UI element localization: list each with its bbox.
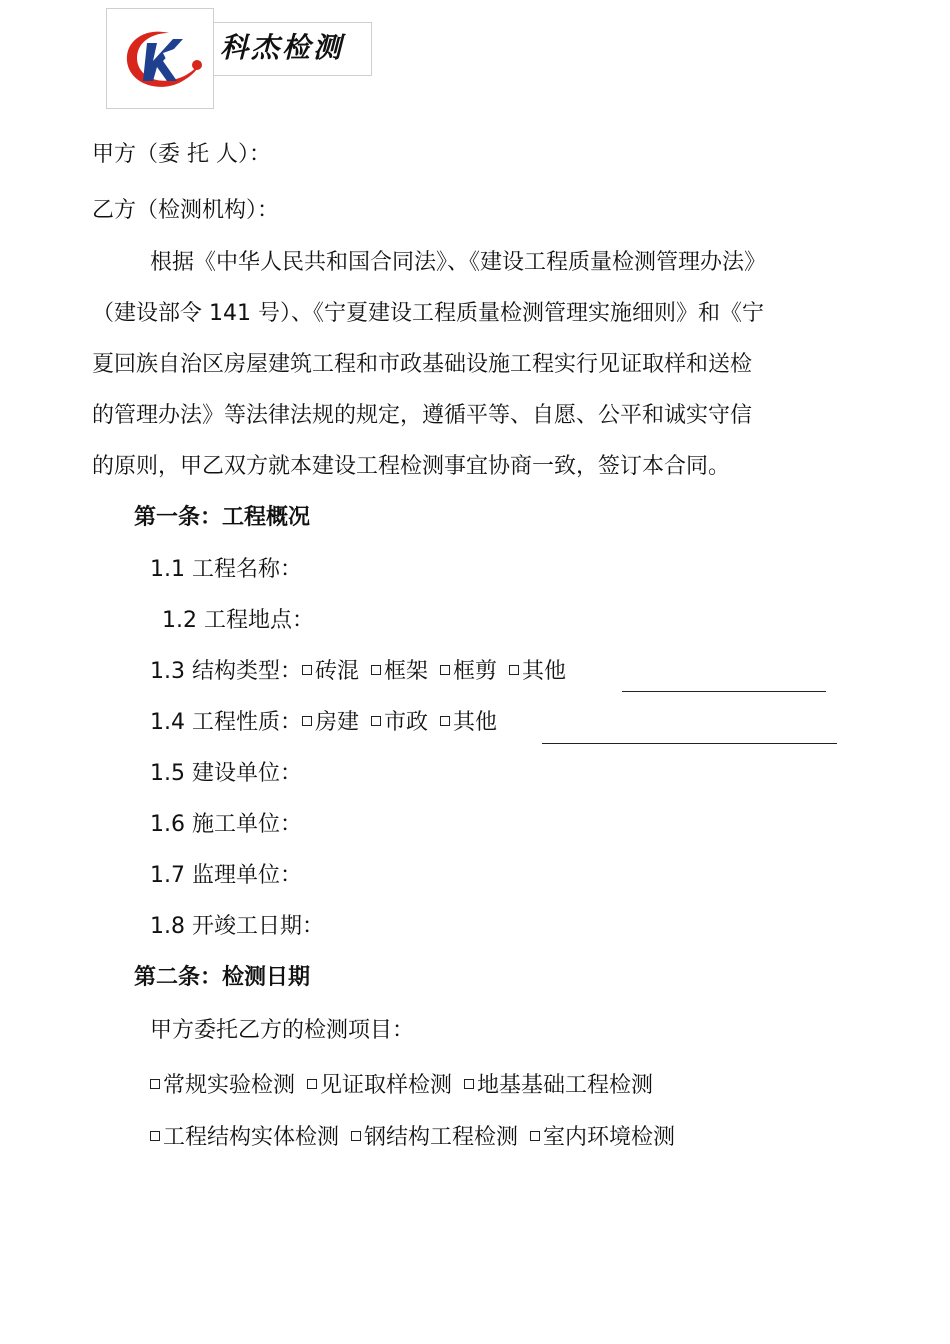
option-building[interactable]: 房建 — [302, 710, 359, 735]
logo-text: 科杰检测 — [220, 31, 345, 64]
option-indoor-environment-test[interactable]: 室内环境检测 — [530, 1125, 675, 1150]
checkbox-icon[interactable] — [440, 716, 450, 726]
option-routine-test[interactable]: 常规实验检测 — [150, 1073, 295, 1098]
checkbox-icon[interactable] — [150, 1079, 160, 1089]
article-1-title: 第一条：工程概况 — [134, 505, 311, 530]
option-brick-concrete[interactable]: 砖混 — [302, 659, 359, 684]
checkbox-icon[interactable] — [150, 1131, 160, 1141]
checkbox-icon[interactable] — [509, 665, 519, 675]
checkbox-icon[interactable] — [371, 665, 381, 675]
option-nature-other[interactable]: 其他 — [440, 710, 497, 735]
item-project-name: 1.1 工程名称： — [150, 557, 302, 582]
option-witness-sampling[interactable]: 见证取样检测 — [307, 1073, 452, 1098]
item-supervision-unit: 1.7 监理单位： — [150, 863, 302, 888]
party-a-label: 甲方（委 托 人）： — [92, 142, 271, 167]
item-construction-unit: 1.5 建设单位： — [150, 761, 302, 786]
checkbox-icon[interactable] — [371, 716, 381, 726]
option-frame[interactable]: 框架 — [371, 659, 428, 684]
logo-emblem-icon — [107, 9, 213, 108]
checkbox-icon[interactable] — [302, 716, 312, 726]
article-2-intro: 甲方委托乙方的检测项目： — [150, 1018, 415, 1043]
project-nature-label: 1.4 工程性质： — [150, 710, 302, 735]
intro-line-1: 根据《中华人民共和国合同法》、《建设工程质量检测管理办法》 — [150, 250, 767, 275]
checkbox-icon[interactable] — [464, 1079, 474, 1089]
item-structure-type — [150, 657, 566, 687]
test-items-row-1 — [150, 1071, 653, 1101]
structure-other-blank[interactable] — [622, 691, 826, 692]
item-start-end-date: 1.8 开竣工日期： — [150, 914, 324, 939]
intro-line-3: 夏回族自治区房屋建筑工程和市政基础设施工程实行见证取样和送检 — [92, 352, 753, 377]
company-logo — [106, 8, 214, 109]
party-b-label: 乙方（检测机构）： — [92, 198, 280, 223]
option-frame-shear[interactable]: 框剪 — [440, 659, 497, 684]
nature-other-blank[interactable] — [542, 743, 837, 744]
option-foundation-test[interactable]: 地基基础工程检测 — [464, 1073, 653, 1098]
structure-type-label: 1.3 结构类型： — [150, 659, 302, 684]
checkbox-icon[interactable] — [530, 1131, 540, 1141]
option-structural-entity-test[interactable]: 工程结构实体检测 — [150, 1125, 339, 1150]
checkbox-icon[interactable] — [351, 1131, 361, 1141]
item-contractor-unit: 1.6 施工单位： — [150, 812, 302, 837]
article-2-title: 第二条：检测日期 — [134, 965, 311, 990]
intro-line-2: （建设部令 141 号）、《宁夏建设工程质量检测管理实施细则》和《宁 — [92, 301, 764, 326]
option-municipal[interactable]: 市政 — [371, 710, 428, 735]
checkbox-icon[interactable] — [302, 665, 312, 675]
option-structure-other[interactable]: 其他 — [509, 659, 566, 684]
option-steel-structure-test[interactable]: 钢结构工程检测 — [351, 1125, 518, 1150]
item-project-location: 1.2 工程地点： — [162, 608, 314, 633]
intro-line-4: 的管理办法》等法律法规的规定，遵循平等、自愿、公平和诚实守信 — [92, 403, 753, 428]
intro-line-5: 的原则，甲乙双方就本建设工程检测事宜协商一致，签订本合同。 — [92, 454, 731, 479]
item-project-nature — [150, 708, 497, 738]
checkbox-icon[interactable] — [307, 1079, 317, 1089]
checkbox-icon[interactable] — [440, 665, 450, 675]
test-items-row-2 — [150, 1123, 675, 1153]
